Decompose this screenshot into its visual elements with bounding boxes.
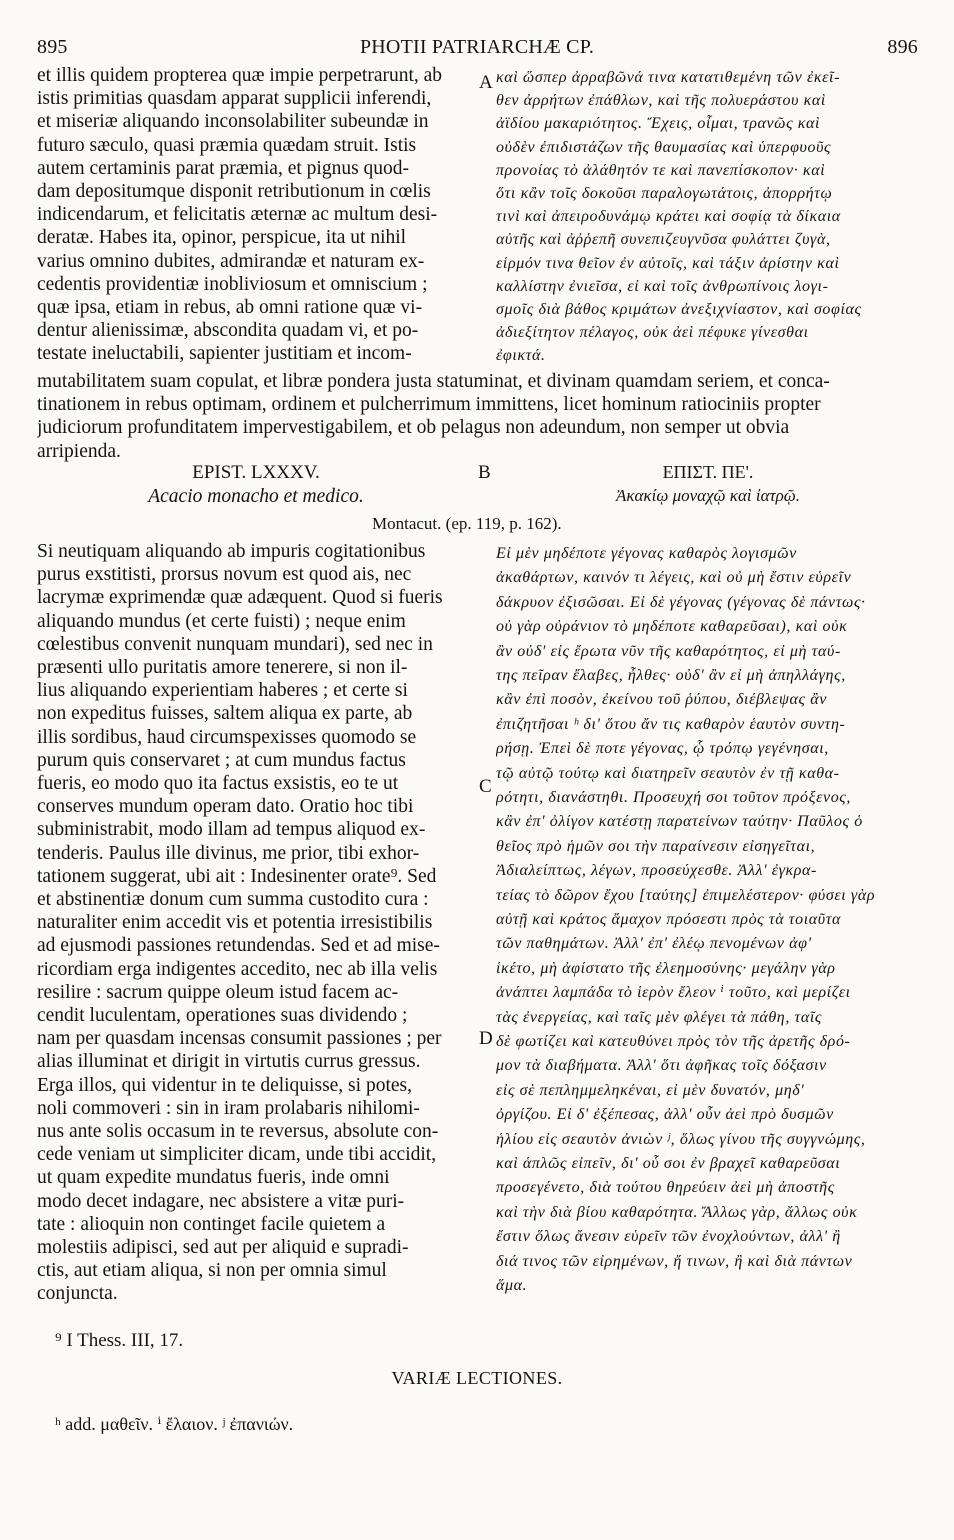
section1-full-line: mutabilitatem suam copulat, et libræ pondera justa statuminat, et divinam quamdam seriem, et conca- xyxy=(37,371,830,392)
section1-full-line: tinationem in rebus optimam, ordinem et pulcherrimum immittens, licet hominum ratiociniis propter xyxy=(37,394,821,416)
epistle-latin-line: fueris, eo modo quo ita factus exsistis, eo te ut xyxy=(37,773,399,794)
epistle-latin-line: lius aliquando experientiam haberes ; et certe si xyxy=(37,680,408,702)
epistle-latin-line: ricordiam erga indigentes accedito, nec ab illa velis xyxy=(37,958,438,980)
epistle-greek-line: δάκρυον ἐξισῶσαι. Εἰ δὲ γέγονας (γέγονας δὲ πάντως· xyxy=(496,593,866,611)
epistle-latin-line: non expeditus fuisses, saltem aliqua ex parte, ab xyxy=(37,703,413,725)
section1-latin-line: futuro sæculo, quasi præmia quædam struit. Istis xyxy=(37,134,417,156)
epistle-greek-line: Εἰ μὲν μηδέποτε γέγονας καθαρὸς λογισμῶν xyxy=(496,545,797,562)
margin-marker-a: A xyxy=(479,72,493,93)
greek-addressee: Ἀκακίῳ μοναχῷ καὶ ἰατρῷ. xyxy=(615,486,801,505)
section1-greek-line: καὶ ὥσπερ ἀρραβῶνά τινα κατατιθεμένη τῶν ἐκεῖ- xyxy=(496,69,841,86)
epistle-latin-line: naturaliter enim accedit vis et potentia irresistibilis xyxy=(37,912,433,934)
running-title: PHOTII PATRIARCHÆ CP. xyxy=(359,36,595,58)
epistle-latin-line: et abstinentiæ donum cum summa custodito cura : xyxy=(37,889,429,910)
epistle-greek-line: καὶ ἁπλῶς εἰπεῖν, δι' οὗ σοι ἐν βραχεῖ καθαρεῦσαι xyxy=(496,1155,841,1172)
margin-marker-c: C xyxy=(479,776,492,797)
section1-greek-line: καλλίστην ἐνιεῖσα, εἰ καὶ τοῖς ἀνθρωπίνοις λογι- xyxy=(496,277,829,295)
epistle-latin-line: tationem suggerat, ubi ait : Indesinenter orate⁹. Sed xyxy=(37,865,437,887)
epistle-latin-line: ut quam expedite mundatus fueris, inde omni xyxy=(37,1167,390,1189)
epistle-greek-line: τὰς ἐνεργείας, καὶ ταῖς μὲν φλέγει τὰ πάθη, ταῖς xyxy=(496,1008,822,1026)
epistle-greek-line: Ἀδιαλείπτως, λέγων, προσεύχεσθε. Ἀλλ' ἐγκρα- xyxy=(496,862,817,880)
epistle-latin-line: ad ejusmodi passiones retundendas. Sed et ad mise- xyxy=(37,935,440,957)
epistle-latin-line: cede veniam ut simpliciter dicam, unde tibi accidit, xyxy=(37,1144,437,1166)
epistle-greek-line: ἀκαθάρτων, καινόν τι λέγεις, καὶ οὐ μὴ ἔστιν εὑρεῖν xyxy=(496,569,852,587)
epistle-greek-line: ἐπιζητῆσαι ʰ δι' ὅτου ἄν τις καθαρὸν ἑαυτὸν συντη- xyxy=(496,715,846,733)
latin-addressee: Acacio monacho et medico. xyxy=(148,486,364,507)
section1-latin-line: testate ineluctabili, sapienter justitiam et incom- xyxy=(37,343,412,365)
epistle-latin-line: subministrabit, modo illam ad tempus aliquod ex- xyxy=(37,819,426,841)
section1-greek-line: τινὶ καὶ ἀπειροδυνάμῳ κράτει καὶ σοφίᾳ τὰ δίκαια xyxy=(496,208,841,226)
section1-latin-line: et illis quidem propterea quæ impie perpetrarunt, ab xyxy=(37,65,443,86)
epistle-latin-line: nus ante solis occasum in te reversus, absolute con- xyxy=(37,1121,439,1142)
page-number-left: 895 xyxy=(37,36,68,58)
section1-latin-line: indicendarum, et felicitatis æternæ ac multum desi- xyxy=(37,204,438,226)
epistle-greek-line: τῷ αὐτῷ τούτῳ καὶ διατηρεῖν σεαυτὸν ἐν τῇ καθα- xyxy=(496,764,840,782)
latin-epistle-number: EPIST. LXXXV. xyxy=(192,462,320,483)
epistle-latin-line: cœlestibus convenit nunquam mundari), sed nec in xyxy=(37,633,433,655)
section1-latin-line: cedentis providentiæ inobliviosum et omniscium ; xyxy=(37,273,428,295)
epistle-greek-line: τείας τὸ δῶρον ἔχου [ταύτης] ἐπιμελέστερον· φύσει γὰρ xyxy=(496,886,876,904)
section1-greek-line: ἀδιεξίτητον πέλαγος, οὐκ ἀεὶ πέφυκε γίνεσθαι xyxy=(496,324,809,342)
epistle-greek-line: κἂν ἐπ' ὀλίγον κατέστῃ παρατείνων ταύτην· Παῦλος ὁ xyxy=(496,813,863,831)
epistle-greek-line: ὀργίζου. Εἰ δ' ἐξέπεσας, ἀλλ' οὖν ἀεὶ πρὸ δυσμῶν xyxy=(496,1106,834,1124)
section1-greek-line: ἀϊδίου μακαριότητος. Ἔχεις, οἶμαι, τρανῶς καὶ xyxy=(496,115,821,133)
epistle-latin-line: tate : alioquin non continget facile quietem a xyxy=(37,1213,386,1235)
epistle-greek-line: της πεῖραν ἔλαβες, ἦλθες· οὐδ' ἂν εἰ μὴ ἀπηλλάγης, xyxy=(496,667,846,684)
section1-full-line: arripienda. xyxy=(37,440,121,462)
section1-latin-line: quæ ipsa, etiam in rebus, ab omni ratione quæ vi- xyxy=(37,297,423,318)
section1-latin-line: varius omnino dubites, admirandæ et naturam ex- xyxy=(37,250,425,272)
section1-greek-line: ἐφικτά. xyxy=(496,347,546,365)
section1-latin-line: autem certaminis parat præmia, et pignus quod- xyxy=(37,157,410,179)
epistle-greek-line: τῶν παθημάτων. Ἀλλ' ἐπ' ἐλέῳ πενομένων ἀφ' xyxy=(496,935,812,953)
source-note: Montacut. (ep. 119, p. 162). xyxy=(372,514,562,533)
margin-marker-b: B xyxy=(478,462,491,483)
epistle-greek-line: καὶ τὴν διὰ βίου καθαρότητα. Ἄλλως γὰρ, ἄλλως οὐκ xyxy=(496,1203,858,1221)
epistle-greek-line: οὐ γὰρ οὐράνιον τὸ μηδέποτε καθαρεῦσαι), καὶ οὐκ xyxy=(496,618,848,636)
footnote: ⁹ I Thess. III, 17. xyxy=(55,1330,184,1351)
greek-epistle-number: ΕΠΙΣΤ. ΠΕ'. xyxy=(662,462,754,482)
epistle-latin-line: noli commoveri : sin in iram prolabaris nihilomi- xyxy=(37,1097,420,1119)
epistle-greek-line: διά τινος τῶν εἰρημένων, ἤ τινων, ἢ καὶ διὰ πάντων xyxy=(496,1252,853,1270)
epistle-greek-line: δὲ φωτίζει καὶ κατευθύνει πρὸς τὸν τῆς ἀρετῆς δρό- xyxy=(496,1033,851,1050)
epistle-greek-line: μον τὰ διαβήματα. Ἀλλ' ὅτι ἀφῆκας τοῖς δόξασιν xyxy=(496,1057,827,1075)
epistle-greek-line: αὐτῇ καὶ κράτος ἄμαχον πρόσεστι πρὸς τὰ τοιαῦτα xyxy=(496,911,842,928)
epistle-greek-line: προσεγένετο, διὰ τούτου θηρεύειν ἀεὶ μὴ ἀποστῆς xyxy=(496,1179,835,1197)
epistle-latin-line: purus exstitisti, prorsus novum est quod ais, nec xyxy=(37,564,412,586)
variae-lectiones-line: ʰ add. μαθεῖν. ⁱ ἔλαιον. ʲ ἐπανιών. xyxy=(55,1414,294,1434)
page-number-right: 896 xyxy=(887,36,918,58)
epistle-greek-line: κἂν ἐπὶ ποσὸν, ἐκείνου τοῦ ῥύπου, διέβλεψας ἂν xyxy=(496,691,827,709)
epistle-latin-line: tenderis. Paulus ille divinus, me prior, tibi exhor- xyxy=(37,842,420,864)
section1-latin-line: dam depositumque disponit retributionum in cœlis xyxy=(37,181,431,202)
epistle-greek-line: ἅμα. xyxy=(496,1277,528,1294)
section1-greek-line: εἱρμόν τινα θεῖον ἐν αὐτοῖς, καὶ τάξιν ἀρίστην καὶ xyxy=(496,254,840,272)
epistle-latin-line: Erga illos, qui videntur in te deliquisse, si potes, xyxy=(37,1074,412,1096)
epistle-latin-line: alias illuminat et dirigit in virtutis currus gressus. xyxy=(37,1051,421,1073)
epistle-latin-line: modo decet indagare, nec absistere a vitæ puri- xyxy=(37,1190,405,1212)
epistle-latin-line: conserves mundum operam dato. Oratio hoc tibi xyxy=(37,796,414,818)
epistle-latin-line: cendit luculentam, operationes suas dividendo ; xyxy=(37,1005,408,1026)
section1-greek-line: θεν ἀρρήτων ἐπάθλων, καὶ τῆς πολυεράστου καὶ xyxy=(496,92,826,110)
epistle-latin-line: nam per quasdam incensas consumit passiones ; per xyxy=(37,1028,442,1050)
epistle-latin-line: resilire : sacrum quippe oleum istud facem ac- xyxy=(37,981,399,1003)
epistle-latin-line: ctis, aut etiam aliqua, si non per omnia simul xyxy=(37,1260,387,1282)
epistle-greek-line: ἔστιν ὅλως ἄνεσιν εὑρεῖν τῶν ἐνοχλούντων, ἀλλ' ἢ xyxy=(496,1228,841,1246)
epistle-greek-line: ἂν οὐδ' εἰς ἔρωτα νῦν τῆς καθαρότητος, εἰ μὴ ταύ- xyxy=(496,642,841,660)
section1-latin-line: dentur alienissimæ, abscondita quadam vi, et po- xyxy=(37,320,419,342)
epistle-greek-line: ἀνάπτει λαμπάδα τὸ ἱερὸν ἔλεον ⁱ τοῦτο, καὶ μερίζει xyxy=(496,984,851,1002)
epistle-greek-line: ἱκέτο, μὴ ἀφίστατο τῆς ἐλεημοσύνης· μεγάλην γὰρ xyxy=(496,959,836,977)
epistle-latin-line: lacrymæ exprimendæ quæ adæquent. Quod si fueris xyxy=(37,587,443,609)
section1-greek-line: προνοίας τὸ ἀλάθητόν τε καὶ πανεπίσκοπον· καὶ xyxy=(496,161,826,179)
section1-greek-line: ὅτι κἂν τοῖς δοκοῦσι παραλογωτάτοις, ἀπορρήτῳ xyxy=(496,185,833,202)
section1-latin-line: deratæ. Habes ita, opinor, perspicue, ita ut nihil xyxy=(37,227,407,249)
section1-greek-line: αὐτῆς καὶ ἀῤῥεπῆ συνεπιζευγνῦσα φυλάττει ζυγὰ, xyxy=(496,231,831,249)
epistle-latin-line: præsenti ullo puritatis amore tenerere, si non il- xyxy=(37,657,408,678)
epistle-latin-line: molestiis adipisci, sed aut per aliquid e supradi- xyxy=(37,1237,409,1258)
margin-marker-d: D xyxy=(479,1028,493,1049)
epistle-latin-line: conjuncta. xyxy=(37,1283,118,1305)
epistle-latin-line: Si neutiquam aliquando ab impuris cogitationibus xyxy=(37,541,426,562)
epistle-latin-line: illis sordibus, haud circumspexisses quomodo se xyxy=(37,726,417,748)
epistle-greek-line: εἰς σὲ πεπλημμεληκέναι, εἰ μὲν δυνατόν, μηδ' xyxy=(496,1081,805,1099)
section1-latin-line: et miseriæ aliquando inconsolabiliter subeundæ in xyxy=(37,111,429,133)
epistle-latin-line: purum quis conservaret ; at cum mundus factus xyxy=(37,749,406,771)
section1-latin-line: istis primitias quasdam apparat supplicii inferendi, xyxy=(37,88,432,110)
section1-full-line: judiciorum profunditatem impervestigabilem, et ob pelagus non adeundum, non semper ut obvia xyxy=(37,417,790,439)
epistle-greek-line: θεῖος πρὸ ἡμῶν σοι τὴν παραίνεσιν εἰσηγεῖται, xyxy=(496,837,816,855)
epistle-greek-line: ρότητι, διανάστηθι. Προσευχή σοι τοῦτον πρόξενος, xyxy=(496,789,851,806)
epistle-greek-line: ρήσῃ. Ἐπεὶ δὲ ποτε γέγονας, ᾧ τρόπῳ γεγένησαι, xyxy=(496,740,829,758)
epistle-greek-line: ἡλίου εἰς σεαυτὸν ἀνιὼν ʲ, ὅλως γίνου τῆς συγγνώμης, xyxy=(496,1130,866,1148)
section1-greek-line: σμοῖς διὰ βάθος κριμάτων ἀνεξιχνίαστον, καὶ σοφίας xyxy=(496,301,862,318)
section1-greek-line: οὐδὲν ἐπιδιστάζων τῆς θαυμασίας καὶ ὑπερφυοῦς xyxy=(496,138,832,156)
epistle-latin-line: aliquando mundus (et certe fuisti) ; neque enim xyxy=(37,610,406,632)
variae-lectiones-title: VARIÆ LECTIONES. xyxy=(391,1368,563,1388)
